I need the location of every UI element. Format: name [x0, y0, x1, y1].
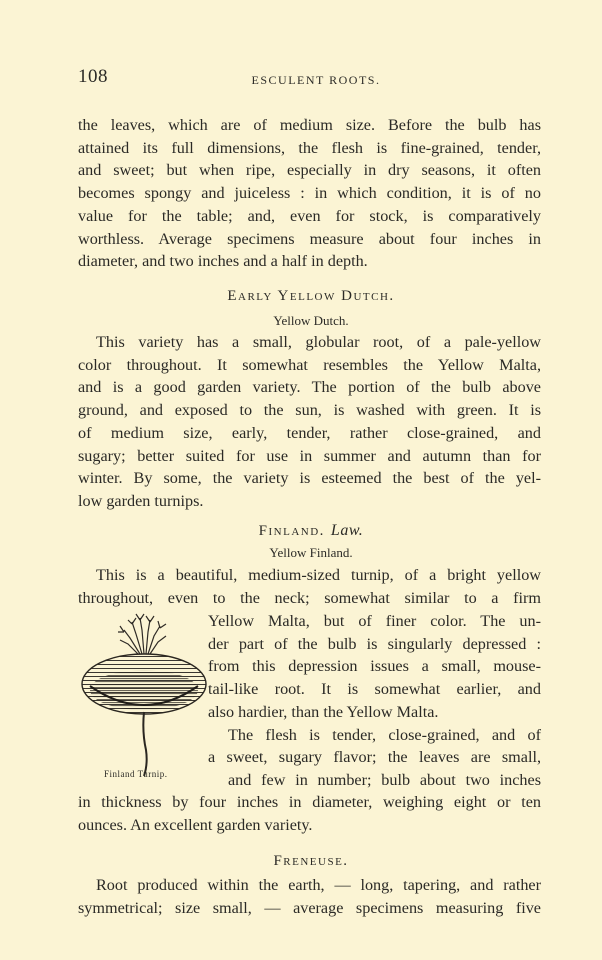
text-line: in thickness by four inches in diameter, weighing eight or ten: [78, 793, 541, 811]
synonym-yellow-finland: Yellow Finland.: [269, 545, 353, 560]
text-line: ounces. An excellent garden variety.: [78, 815, 313, 834]
text-line: sugary; better suited for use in summer and autumn than for: [78, 446, 541, 465]
freneuse-paragraph: [78, 874, 541, 919]
text-line: and few in number; bulb about two inches: [228, 770, 541, 789]
page-number: 108: [78, 66, 108, 87]
text-line: winter. By some, the variety is esteemed the best of the yel-: [78, 469, 541, 488]
figure-caption: Finland Turnip.: [104, 769, 168, 779]
early-yellow-dutch-paragraph: [78, 331, 541, 513]
text-line: Root produced within the earth, — long, tapering, and rather: [96, 876, 541, 894]
text-line: also hardier, than the Yellow Malta.: [208, 702, 439, 721]
text-line: a sweet, sugary flavor; the leaves are small,: [208, 748, 541, 767]
text-line: throughout, even to the neck; somewhat similar to a firm: [78, 588, 541, 607]
text-line: der part of the bulb is singularly depressed :: [208, 634, 541, 653]
running-head: ESCULENT ROOTS.: [251, 73, 381, 87]
text-line: attained its full dimensions, the flesh is fine-grained, tender,: [78, 138, 541, 157]
text-line: ground, and exposed to the sun, is washed with green. It is: [78, 401, 541, 420]
section-heading-finland: [0, 522, 602, 540]
finland-authority: Law.: [330, 522, 364, 539]
finland-turnip-illustration: [80, 612, 208, 782]
text-line: color throughout. It somewhat resembles the Yellow Malta,: [78, 355, 541, 374]
text-line: This variety has a small, globular root, of a pale-yellow: [96, 333, 541, 351]
text-line: the leaves, which are of medium size. Before the bulb has: [78, 116, 541, 134]
intro-paragraph: [78, 114, 541, 273]
text-line: low garden turnips.: [78, 491, 204, 510]
text-line: and is a good garden variety. The portion of the bulb above: [78, 378, 541, 397]
text-line: worthless. Average specimens measure about four inches in: [78, 229, 541, 248]
text-line: becomes spongy and juiceless : in which condition, it is of no: [78, 184, 541, 203]
text-line: Yellow Malta, but of finer color. The un-: [208, 612, 541, 630]
text-line: The flesh is tender, close-grained, and of: [228, 725, 541, 744]
text-line: value for the table; and, even for stock, is comparatively: [78, 206, 541, 225]
text-line: diameter, and two inches and a half in depth.: [78, 252, 368, 271]
text-line: tail-like root. It is somewhat earlier, and: [208, 680, 541, 699]
text-line: of medium size, early, tender, rather close-grained, and: [78, 423, 541, 442]
text-line: and sweet; but when ripe, especially in dry seasons, it often: [78, 161, 541, 180]
section-heading-early-yellow-dutch: Early Yellow Dutch.: [227, 288, 395, 304]
finland-title: Finland.: [258, 523, 325, 539]
text-line: from this depression issues a small, mouse-: [208, 657, 541, 676]
text-line: symmetrical; size small, — average specimens measuring five: [78, 898, 541, 917]
finland-paragraph-wrapped: [208, 610, 541, 792]
finland-paragraph-top: [78, 564, 541, 609]
text-line: This is a beautiful, medium-sized turnip, of a bright yellow: [96, 566, 541, 584]
section-heading-freneuse: Freneuse.: [273, 853, 349, 869]
finland-paragraph-end: [78, 791, 541, 836]
synonym-yellow-dutch: Yellow Dutch.: [273, 313, 349, 328]
